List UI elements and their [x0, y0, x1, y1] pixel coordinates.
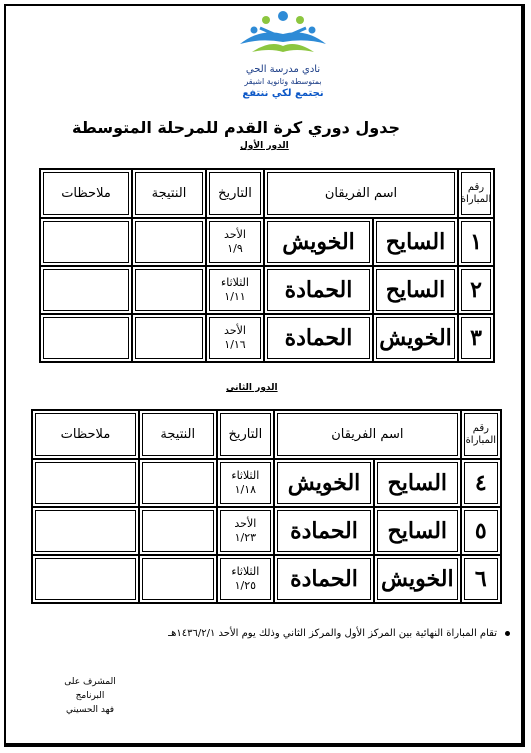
match-date-value: ١/١١ [224, 290, 246, 303]
bullet-icon [505, 631, 510, 636]
round-2-label: الدور الثاني [226, 383, 278, 393]
team-a: السايح [373, 218, 458, 266]
supervisor-label: المشرف على البرنامج [64, 677, 116, 701]
team-a: السايح [374, 459, 461, 507]
match-day: الأحد [234, 517, 257, 530]
team-a: السايح [374, 507, 461, 555]
result-cell[interactable] [132, 314, 206, 362]
match-date-value: ١/١٨ [234, 483, 257, 496]
club-subtitle: بمتوسطة وثانوية اشيقر [244, 77, 322, 86]
table-row [32, 555, 501, 603]
header-date: التاريخ [217, 410, 274, 459]
match-day: الأحد [224, 228, 246, 241]
match-day: الثلاثاء [231, 469, 260, 482]
match-number: ٦ [461, 555, 501, 603]
notes-cell[interactable] [32, 555, 139, 603]
header-notes: ملاحظات [32, 410, 139, 459]
header-teams: اسم الفريقان [264, 169, 458, 218]
result-cell[interactable] [139, 459, 217, 507]
team-b: الحمادة [274, 555, 374, 603]
match-date [206, 266, 264, 314]
notes-cell[interactable] [40, 314, 132, 362]
round-1-label: الدور الأول [240, 141, 289, 151]
team-b: الخويش [264, 218, 373, 266]
people-circle-icon [230, 8, 336, 64]
team-a: الخويش [373, 314, 458, 362]
header-result: النتيجة [139, 410, 217, 459]
team-b: الحمادة [264, 266, 373, 314]
header-match-num: رقم المباراة [458, 169, 494, 218]
match-date [206, 218, 264, 266]
team-a: السايح [373, 266, 458, 314]
round-1-table [39, 168, 495, 363]
team-b: الخويش [274, 459, 374, 507]
notes-cell[interactable] [40, 218, 132, 266]
match-number: ١ [458, 218, 494, 266]
final-match-note-text: تقام المباراة النهائية بين المركز الأول والمركز الثاني وذلك يوم الأحد ١٤٣٦/٢/١هـ [168, 628, 497, 639]
match-number: ٥ [461, 507, 501, 555]
header-match-num: رقم المباراة [461, 410, 501, 459]
club-logo [228, 8, 338, 100]
page-title: جدول دوري كرة القدم للمرحلة المتوسطة [72, 118, 400, 137]
header-teams: اسم الفريقان [274, 410, 461, 459]
result-cell[interactable] [139, 555, 217, 603]
team-a: الخويش [374, 555, 461, 603]
match-number: ٢ [458, 266, 494, 314]
table-row [32, 507, 501, 555]
club-slogan: نجتمع لكي ننتفع [242, 88, 324, 99]
result-cell[interactable] [139, 507, 217, 555]
match-date-value: ١/١٦ [224, 338, 246, 351]
header-date: التاريخ [206, 169, 264, 218]
match-date [206, 314, 264, 362]
match-date-value: ١/٩ [227, 242, 243, 255]
team-b: الحمادة [274, 507, 374, 555]
result-cell[interactable] [132, 218, 206, 266]
match-day: الثلاثاء [231, 565, 260, 578]
match-number: ٣ [458, 314, 494, 362]
header-notes: ملاحظات [40, 169, 132, 218]
match-date [217, 507, 274, 555]
supervisor-name: فهد الحسيني [65, 705, 115, 715]
final-match-note [60, 628, 510, 639]
match-day: الأحد [224, 324, 246, 337]
table-row [40, 266, 494, 314]
match-number: ٤ [461, 459, 501, 507]
match-date [217, 555, 274, 603]
table-header-row [32, 410, 501, 459]
match-date-value: ١/٢٣ [234, 531, 257, 544]
header-result: النتيجة [132, 169, 206, 218]
table-row [40, 218, 494, 266]
table-row [40, 314, 494, 362]
notes-cell[interactable] [40, 266, 132, 314]
result-cell[interactable] [132, 266, 206, 314]
match-date [217, 459, 274, 507]
notes-cell[interactable] [32, 459, 139, 507]
round-2-table [31, 409, 502, 604]
match-date-value: ١/٢٥ [234, 579, 257, 592]
table-row [32, 459, 501, 507]
notes-cell[interactable] [32, 507, 139, 555]
team-b: الحمادة [264, 314, 373, 362]
club-name: نادي مدرسة الحي [245, 64, 321, 75]
supervisor-signature [50, 675, 130, 717]
match-day: الثلاثاء [221, 276, 249, 289]
table-header-row [40, 169, 494, 218]
